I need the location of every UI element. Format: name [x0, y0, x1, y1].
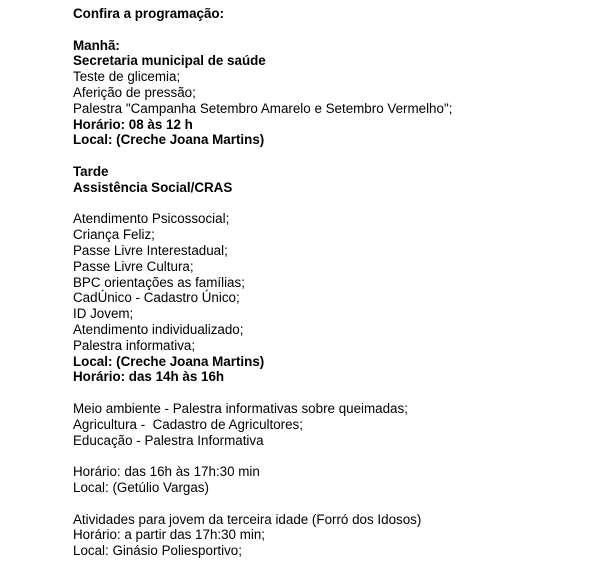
morning-item: Palestra "Campanha Setembro Amarelo e Setembro Vermelho";	[73, 100, 453, 116]
other-schedule: Horário: das 16h às 17h:30 min	[73, 464, 260, 480]
afternoon-item: CadÚnico - Cadastro Único;	[73, 290, 240, 306]
morning-schedule: Horário: 08 às 12 h	[73, 116, 193, 132]
afternoon-schedule: Horário: das 14h às 16h	[73, 369, 225, 385]
afternoon-item: Palestra informativa;	[73, 337, 196, 353]
intro-heading: Confira a programação:	[73, 6, 225, 21]
spacer	[73, 448, 598, 464]
afternoon-title: Tarde	[73, 163, 109, 179]
morning-org: Secretaria municipal de saúde	[73, 53, 266, 69]
afternoon-item: Atendimento Psicossocial;	[73, 211, 230, 227]
morning-location: Local: (Creche Joana Martins)	[73, 132, 265, 148]
other-item: Agricultura - Cadastro de Agricultores;	[73, 416, 303, 432]
senior-location: Local: Ginásio Poliesportivo;	[73, 543, 242, 559]
morning-item: Teste de glicemia;	[73, 69, 181, 85]
afternoon-item: Passe Livre Interestadual;	[73, 242, 228, 258]
afternoon-location: Local: (Creche Joana Martins)	[73, 353, 265, 369]
afternoon-item: Passe Livre Cultura;	[73, 258, 194, 274]
senior-activity: Atividades para jovem da terceira idade (Forró dos Idosos)	[73, 511, 422, 527]
afternoon-item: Criança Feliz;	[73, 227, 155, 243]
schedule-document	[73, 6, 598, 559]
spacer	[73, 196, 598, 212]
morning-title: Manhã:	[73, 37, 120, 53]
spacer	[73, 496, 598, 512]
spacer	[73, 385, 598, 401]
afternoon-item: ID Jovem;	[73, 306, 134, 322]
spacer	[73, 22, 598, 38]
other-location: Local: (Getúlio Vargas)	[73, 479, 209, 495]
spacer	[73, 148, 598, 164]
other-item: Meio ambiente - Palestra informativas sobre queimadas;	[73, 400, 408, 416]
afternoon-item: BPC orientações as famílias;	[73, 274, 245, 290]
senior-schedule: Horário: a partir das 17h:30 min;	[73, 527, 266, 543]
afternoon-org: Assistência Social/CRAS	[73, 179, 233, 195]
other-item: Educação - Palestra Informativa	[73, 432, 264, 448]
morning-item: Aferição de pressão;	[73, 84, 196, 100]
afternoon-item: Atendimento individualizado;	[73, 321, 244, 337]
